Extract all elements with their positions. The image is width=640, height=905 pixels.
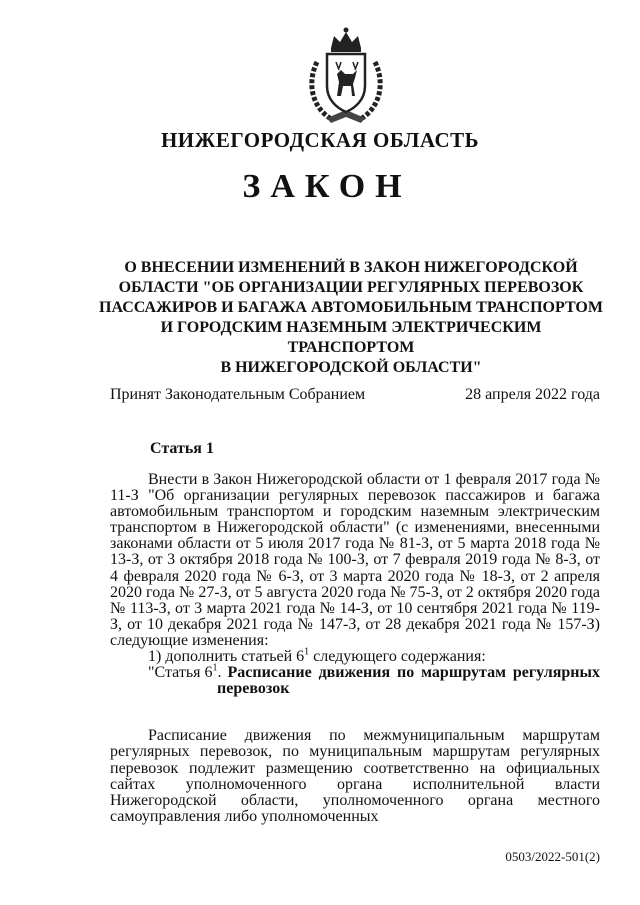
law-title <box>96 258 606 378</box>
adoption-line <box>110 386 600 404</box>
item-text-end: следующего содержания: <box>309 648 486 666</box>
law-title-line: О ВНЕСЕНИИ ИЗМЕНЕНИЙ В ЗАКОН НИЖЕГОРОДСКОЙ <box>124 259 578 276</box>
new-article-label: "Статья 6 <box>148 664 213 682</box>
article-intro: Внести в Закон Нижегородской области от 1 февраля 2017 года № 11-З "Об организации регулярных перевозок пассажиров и багажа автомобильным транспортом и городским наземным электрическим транспортом в Нижегородской области" (с изменениями, внесенными законами области от 5 июля 2017 года № 81-З, от 5 марта 2018 года № 13-З, от 3 октября 2018 года № 100-З, от 7 февраля 2019 года № 8-З, от 4 февраля 2020 года № 6-З, от 3 марта 2020 года № 18-З, от 2 апреля 2020 года № 27-З, от 5 августа 2020 года № 75-З, от 2 октября 2020 года № 113-З, от 3 марта 2021 года № 14-З, от 10 сентября 2021 года № 119-З, от 10 декабря 2021 года № 147-З, от 28 декабря 2021 года № 157-З) следующие изменения: <box>110 471 600 649</box>
document-code: 0503/2022-501(2) <box>505 849 600 864</box>
law-title-line: ПАССАЖИРОВ И БАГАЖА АВТОМОБИЛЬНЫМ ТРАНСПОРТОМ <box>99 299 603 316</box>
law-title-line: И ГОРОДСКИМ НАЗЕМНЫМ ЭЛЕКТРИЧЕСКИМ ТРАНСПОРТОМ <box>160 319 542 356</box>
new-article-superscript: 1 <box>212 662 218 674</box>
new-article-dot: . <box>217 664 222 682</box>
adopted-by: Принят Законодательным Собранием <box>110 386 366 403</box>
new-article-title: Расписание движения по маршрутам регулярных <box>227 664 600 682</box>
new-article-title-continued: перевозок <box>217 680 290 698</box>
new-article-heading <box>110 662 600 698</box>
adoption-date: 28 апреля 2022 года <box>465 386 600 403</box>
item-superscript: 1 <box>304 646 310 658</box>
region-name: НИЖЕГОРОДСКАЯ ОБЛАСТЬ <box>160 128 480 152</box>
new-article-paragraph: Расписание движения по межмуниципальным маршрутам регулярных перевозок, по муниципальным маршрутам регулярных перевозок подлежит размещению соответственно на официальных сайтах уполномоченного органа исполнительной власти Нижегородской области, уполномоченного органа местного самоуправления либо уполномоченных <box>110 727 600 825</box>
law-title-line: В НИЖЕГОРОДСКОЙ ОБЛАСТИ" <box>220 359 482 376</box>
law-title-line: ОБЛАСТИ "ОБ ОРГАНИЗАЦИИ РЕГУЛЯРНЫХ ПЕРЕВОЗОК <box>118 279 584 296</box>
article-heading: Статья 1 <box>150 440 214 457</box>
coat-of-arms-emblem <box>303 22 389 126</box>
amendment-item <box>110 646 600 666</box>
article-body <box>110 472 600 825</box>
item-text: 1) дополнить статьей 6 <box>148 648 305 666</box>
document-type: ЗАКОН <box>242 168 412 205</box>
